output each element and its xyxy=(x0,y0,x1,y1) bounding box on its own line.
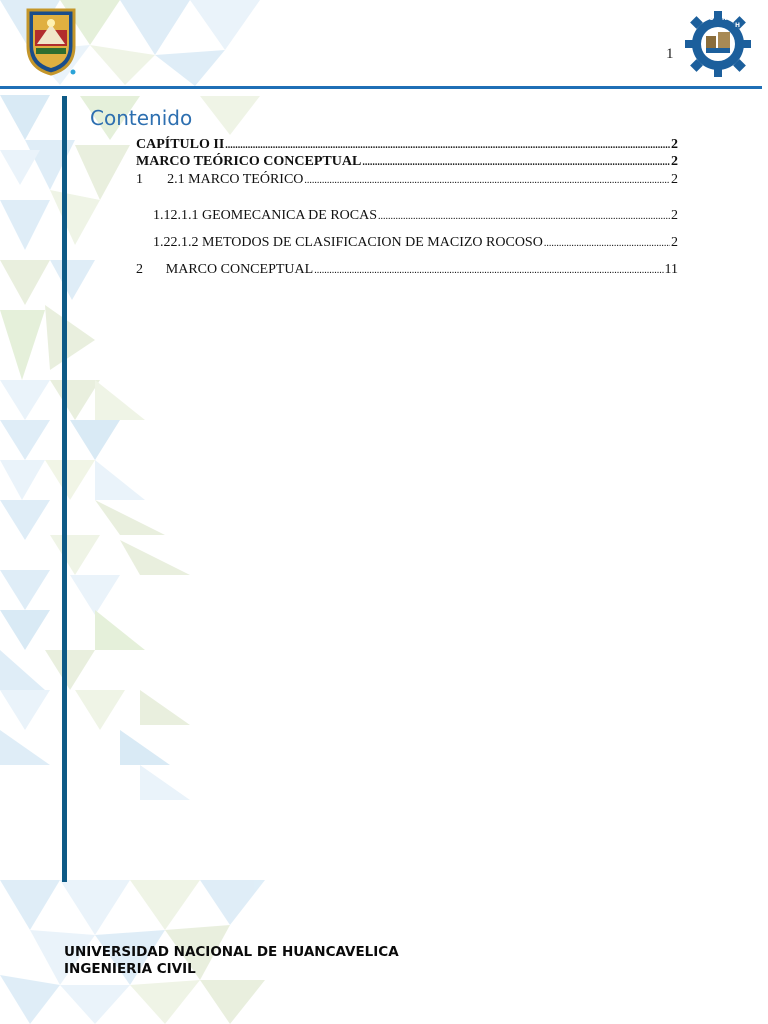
toc-dot-leader xyxy=(362,154,670,171)
toc-entry-text: 2.1 MARCO TEÓRICO xyxy=(167,172,304,187)
toc-entry-text: 2.1.2 METODOS DE CLASIFICACION DE MACIZO ROCOSO xyxy=(170,235,543,250)
toc-entry-page: 2 xyxy=(671,154,678,169)
toc-entry-text: 2.1.1 GEOMECANICA DE ROCAS xyxy=(170,208,378,223)
toc-entry-page: 2 xyxy=(671,208,678,223)
gear-letter-n: N xyxy=(722,15,728,22)
toc-entry-text: MARCO TEÓRICO CONCEPTUAL xyxy=(136,154,362,169)
toc-entry-number: 1.2 xyxy=(153,235,171,250)
toc-entry[interactable] xyxy=(153,234,678,252)
gear-logo-icon xyxy=(684,10,752,78)
toc-dot-leader xyxy=(225,137,670,154)
toc-entry-number: 1.1 xyxy=(153,208,171,223)
toc-dot-leader xyxy=(304,172,670,189)
toc-dot-leader xyxy=(378,208,670,225)
toc-entry-page: 2 xyxy=(671,137,678,152)
toc-entry-text: MARCO CONCEPTUAL xyxy=(165,262,314,277)
page-number: 1 xyxy=(666,46,674,62)
header-rule xyxy=(0,86,762,89)
toc-entry-number: 2 xyxy=(136,262,143,277)
toc-entry[interactable] xyxy=(136,261,678,279)
gear-letter-u: U xyxy=(709,15,714,22)
toc-entry-page: 2 xyxy=(671,172,678,187)
footer-faculty-name: INGENIERIA CIVIL xyxy=(64,961,196,977)
toc-entry[interactable] xyxy=(136,153,678,171)
toc-entry-page: 11 xyxy=(664,262,678,277)
footer-university-name: UNIVERSIDAD NACIONAL DE HUANCAVELICA xyxy=(64,944,399,960)
toc-dot-leader xyxy=(314,262,663,279)
toc-entry[interactable] xyxy=(136,136,678,154)
toc-entry[interactable] xyxy=(136,171,678,189)
left-vertical-bar xyxy=(62,96,67,882)
toc-entry-page: 2 xyxy=(671,235,678,250)
toc-entry-number: 1 xyxy=(136,172,143,187)
toc-title: Contenido xyxy=(90,106,193,130)
toc-dot-leader xyxy=(544,235,670,252)
seal-shield-icon xyxy=(24,6,78,76)
gear-letter-h: H xyxy=(735,22,741,29)
toc-entry[interactable] xyxy=(153,207,678,225)
ingenieria-civil-logo xyxy=(684,10,752,78)
university-seal-logo xyxy=(24,6,78,76)
toc-entry-text: CAPÍTULO II xyxy=(136,137,225,152)
